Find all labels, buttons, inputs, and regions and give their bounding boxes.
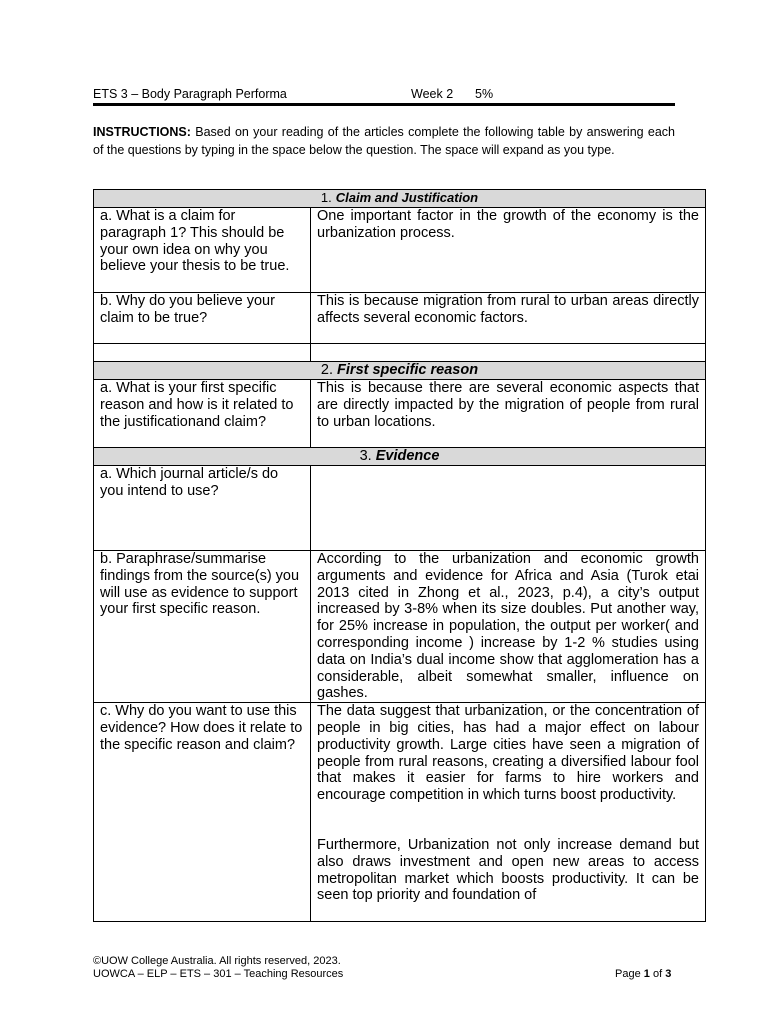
answer-why[interactable]: This is because migration from rural to urban areas directly affects several economic factors. [311,293,706,344]
instructions-label: INSTRUCTIONS: [93,125,191,139]
question-why: b. Why do you believe your claim to be true? [94,293,311,344]
table-row-empty [94,344,706,362]
table-row-claim [94,208,706,293]
page-current: 1 [643,968,650,980]
table-row-reason [94,380,706,448]
section-header-evidence [94,448,706,466]
page-header [93,87,675,106]
section-number: 3. [359,448,372,464]
section-title: First specific reason [337,362,479,378]
answer-why-use[interactable] [311,703,706,922]
header-title: ETS 3 – Body Paragraph Performa [93,87,287,101]
instructions [93,123,675,159]
header-week: Week 2 [411,87,454,101]
instructions-text: Based on your reading of the articles complete the following table by answering each of the questions by typing in the space below the question. The space will expand as you type. [93,125,676,157]
answer-why-use-para1: The data suggest that urbanization, or the concentration of people in big cities, has had a major effect on labour productivity growth. Large cities have seen a migration of people from rural reasons, creating a diversified labour fool that makes it easier for farms to hire workers and encourage competition in which turns boost productivity. [317,703,699,804]
header-weight: 5% [475,87,494,101]
question-journal: a. Which journal article/s do you intend to use? [94,466,311,551]
question-claim: a. What is a claim for paragraph 1? This should be your own idea on why you believe your thesis to be true. [94,208,311,293]
answer-why-use-para2: Furthermore, Urbanization not only increase demand but also draws investment and open new areas to access metropolitan market which boosts productivity. It can be seen top priority and foundation of [317,836,699,904]
table-row-paraphrase [94,551,706,703]
section-header-reason [94,362,706,380]
section-number: 1. [320,190,332,205]
answer-journal[interactable] [311,466,706,551]
answer-paraphrase[interactable]: According to the urbanization and economic growth arguments and evidence for Africa and Asia (Turok etai 2013 cited in Zhong et al., 2023, p.4), a city’s output increased by 3-8% when its size doubles. Put another way, for 25% increase in population, the output per worker( and corresponding income ) increase by 1-2 % studies using data on India’s dual income show that agglomeration has a considerable, albeit somewhat smaller, influence on gashes. [311,551,706,703]
table-row-journal [94,466,706,551]
section-title: Evidence [375,448,440,464]
question-paraphrase: b. Paraphrase/summarise findings from the source(s) you will use as evidence to support your first specific reason. [94,551,311,703]
section-title: Claim and Justification [335,190,479,205]
empty-cell-right[interactable] [311,344,706,362]
question-why-use: c. Why do you want to use this evidence? How does it relate to the specific reason and claim? [94,703,311,922]
footer-course-code: UOWCA – ELP – ETS – 301 – Teaching Resources [93,968,344,980]
empty-cell-left[interactable] [94,344,311,362]
table-row-why [94,293,706,344]
page-word: Page [615,968,641,980]
table-row-why-use [94,703,706,922]
footer-copyright: ©UOW College Australia. All rights reserved, 2023. [93,955,341,967]
page-number [615,968,671,980]
page-total: 3 [665,968,672,980]
performa-table [93,189,706,922]
section-header-claim [94,190,706,208]
page-of: of [652,968,663,980]
answer-reason[interactable]: This is because there are several economic aspects that are directly impacted by the migration of people from rural to urban locations. [311,380,706,448]
answer-claim[interactable]: One important factor in the growth of the economy is the urbanization process. [311,208,706,293]
section-number: 2. [320,362,334,378]
question-reason: a. What is your first specific reason and how is it related to the justificationand claim? [94,380,311,448]
